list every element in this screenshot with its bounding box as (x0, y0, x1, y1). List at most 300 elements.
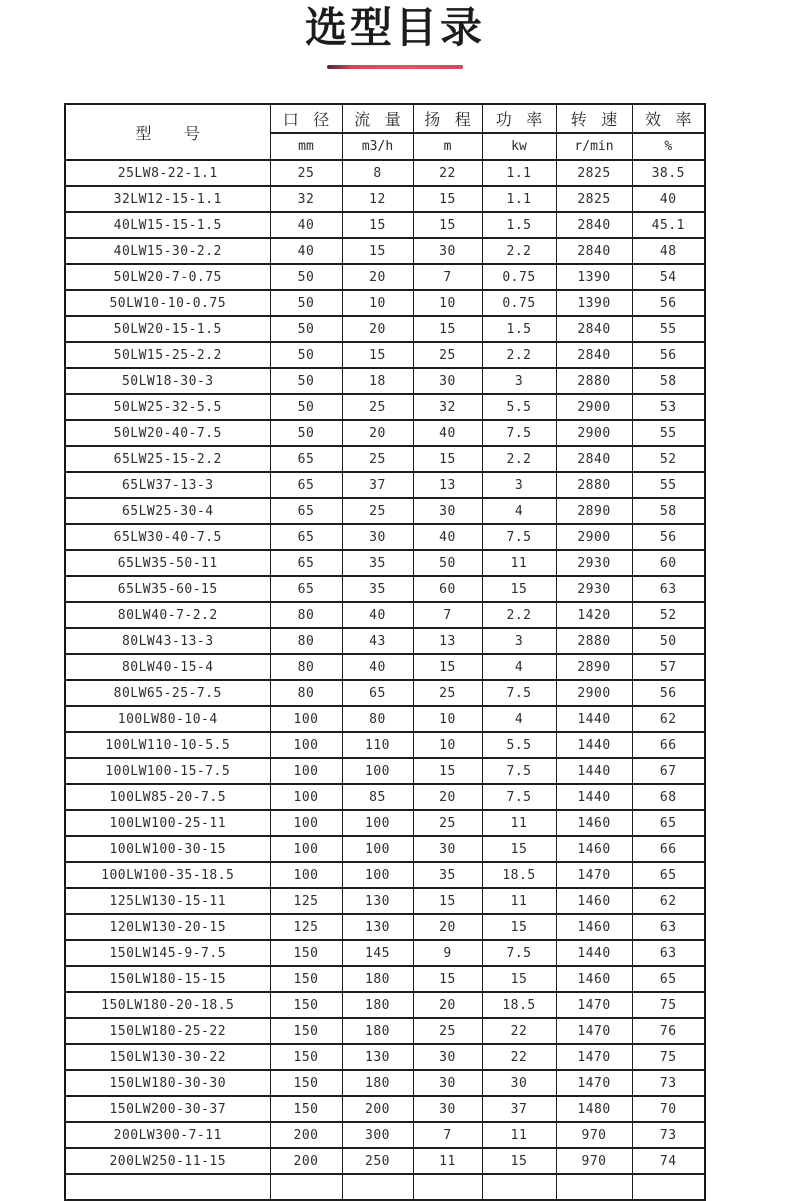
value-cell: 20 (413, 992, 482, 1018)
value-cell: 67 (632, 758, 705, 784)
value-cell: 56 (632, 290, 705, 316)
value-cell: 50 (270, 368, 342, 394)
value-cell: 22 (482, 1018, 556, 1044)
column-unit-diameter: mm (270, 133, 342, 160)
table-row (65, 316, 705, 342)
value-cell: 65 (632, 966, 705, 992)
value-cell: 11 (482, 888, 556, 914)
value-cell: 11 (413, 1148, 482, 1174)
value-cell: 1390 (556, 290, 632, 316)
value-cell: 65 (270, 498, 342, 524)
table-row (65, 654, 705, 680)
value-cell: 2840 (556, 446, 632, 472)
model-cell: 100LW100-35-18.5 (65, 862, 270, 888)
value-cell: 2930 (556, 550, 632, 576)
value-cell: 2930 (556, 576, 632, 602)
value-cell: 12 (342, 186, 413, 212)
model-cell: 200LW300-7-11 (65, 1122, 270, 1148)
value-cell: 15 (413, 212, 482, 238)
value-cell: 200 (342, 1096, 413, 1122)
value-cell: 63 (632, 576, 705, 602)
value-cell: 20 (342, 316, 413, 342)
model-cell: 100LW100-25-11 (65, 810, 270, 836)
value-cell: 68 (632, 784, 705, 810)
value-cell: 43 (342, 628, 413, 654)
value-cell: 30 (413, 368, 482, 394)
value-cell: 65 (270, 550, 342, 576)
table-row (65, 524, 705, 550)
value-cell: 1440 (556, 940, 632, 966)
value-cell: 125 (270, 888, 342, 914)
value-cell: 100 (270, 862, 342, 888)
column-header-speed: 转 速 (556, 104, 632, 133)
value-cell: 300 (342, 1122, 413, 1148)
value-cell: 15 (342, 212, 413, 238)
value-cell: 3 (482, 368, 556, 394)
value-cell: 35 (342, 550, 413, 576)
value-cell: 65 (342, 680, 413, 706)
value-cell: 2900 (556, 680, 632, 706)
model-cell: 150LW180-30-30 (65, 1070, 270, 1096)
table-row (65, 160, 705, 186)
table-row (65, 914, 705, 940)
model-cell: 50LW20-7-0.75 (65, 264, 270, 290)
model-cell (65, 1174, 270, 1200)
value-cell: 60 (632, 550, 705, 576)
model-cell: 65LW25-30-4 (65, 498, 270, 524)
value-cell: 25 (413, 810, 482, 836)
value-cell: 85 (342, 784, 413, 810)
value-cell: 50 (413, 550, 482, 576)
table-row (65, 1122, 705, 1148)
value-cell: 56 (632, 524, 705, 550)
column-header-efficiency: 效 率 (632, 104, 705, 133)
model-cell: 65LW35-60-15 (65, 576, 270, 602)
value-cell: 100 (342, 758, 413, 784)
value-cell: 2900 (556, 394, 632, 420)
column-header-power: 功 率 (482, 104, 556, 133)
value-cell: 25 (342, 394, 413, 420)
table-row (65, 576, 705, 602)
table-row (65, 368, 705, 394)
value-cell: 100 (342, 836, 413, 862)
table-row (65, 1096, 705, 1122)
value-cell: 40 (632, 186, 705, 212)
value-cell: 150 (270, 1070, 342, 1096)
value-cell: 54 (632, 264, 705, 290)
value-cell: 10 (342, 290, 413, 316)
value-cell: 100 (342, 862, 413, 888)
value-cell (632, 1174, 705, 1200)
value-cell: 2880 (556, 472, 632, 498)
table-clipped-row (65, 1174, 705, 1200)
title-underline (327, 65, 463, 69)
model-cell: 150LW180-20-18.5 (65, 992, 270, 1018)
value-cell: 15 (482, 1148, 556, 1174)
value-cell: 970 (556, 1122, 632, 1148)
value-cell: 130 (342, 1044, 413, 1070)
value-cell: 75 (632, 1044, 705, 1070)
value-cell: 20 (342, 264, 413, 290)
table-row (65, 966, 705, 992)
value-cell: 76 (632, 1018, 705, 1044)
value-cell: 30 (413, 498, 482, 524)
value-cell: 1440 (556, 758, 632, 784)
value-cell: 52 (632, 602, 705, 628)
table-row (65, 420, 705, 446)
value-cell: 80 (270, 628, 342, 654)
value-cell: 150 (270, 940, 342, 966)
value-cell: 7 (413, 602, 482, 628)
value-cell: 4 (482, 654, 556, 680)
model-cell: 32LW12-15-1.1 (65, 186, 270, 212)
value-cell: 11 (482, 1122, 556, 1148)
table-row (65, 940, 705, 966)
value-cell: 56 (632, 680, 705, 706)
table-body (65, 160, 705, 1174)
value-cell: 15 (413, 446, 482, 472)
table-row-partial (65, 1174, 705, 1200)
value-cell: 7.5 (482, 940, 556, 966)
value-cell: 40 (413, 524, 482, 550)
value-cell: 7 (413, 264, 482, 290)
model-cell: 65LW30-40-7.5 (65, 524, 270, 550)
value-cell: 130 (342, 888, 413, 914)
value-cell: 1440 (556, 784, 632, 810)
table-row (65, 550, 705, 576)
value-cell: 58 (632, 368, 705, 394)
value-cell: 66 (632, 732, 705, 758)
value-cell: 100 (270, 706, 342, 732)
value-cell: 50 (270, 394, 342, 420)
value-cell: 53 (632, 394, 705, 420)
value-cell: 40 (413, 420, 482, 446)
value-cell: 30 (413, 1070, 482, 1096)
model-cell: 200LW250-11-15 (65, 1148, 270, 1174)
value-cell: 52 (632, 446, 705, 472)
value-cell: 55 (632, 316, 705, 342)
value-cell: 15 (342, 342, 413, 368)
value-cell: 80 (342, 706, 413, 732)
value-cell: 48 (632, 238, 705, 264)
table-row (65, 186, 705, 212)
value-cell: 13 (413, 628, 482, 654)
value-cell: 30 (342, 524, 413, 550)
value-cell: 15 (482, 576, 556, 602)
column-header-head: 扬 程 (413, 104, 482, 133)
value-cell: 7 (413, 1122, 482, 1148)
column-unit-efficiency: % (632, 133, 705, 160)
value-cell: 63 (632, 940, 705, 966)
value-cell (482, 1174, 556, 1200)
value-cell: 63 (632, 914, 705, 940)
model-cell: 65LW37-13-3 (65, 472, 270, 498)
value-cell: 1470 (556, 1070, 632, 1096)
value-cell: 13 (413, 472, 482, 498)
value-cell: 2.2 (482, 238, 556, 264)
value-cell: 1470 (556, 992, 632, 1018)
value-cell: 58 (632, 498, 705, 524)
value-cell: 1440 (556, 706, 632, 732)
value-cell: 65 (270, 576, 342, 602)
model-cell: 100LW100-15-7.5 (65, 758, 270, 784)
table-row (65, 862, 705, 888)
value-cell: 2890 (556, 498, 632, 524)
table-row (65, 784, 705, 810)
value-cell: 15 (342, 238, 413, 264)
value-cell: 65 (270, 524, 342, 550)
value-cell: 10 (413, 706, 482, 732)
model-cell: 150LW145-9-7.5 (65, 940, 270, 966)
value-cell: 25 (342, 446, 413, 472)
value-cell (556, 1174, 632, 1200)
model-cell: 80LW40-7-2.2 (65, 602, 270, 628)
table-row (65, 888, 705, 914)
model-cell: 150LW130-30-22 (65, 1044, 270, 1070)
value-cell: 50 (270, 342, 342, 368)
value-cell: 1460 (556, 888, 632, 914)
value-cell: 180 (342, 966, 413, 992)
value-cell: 55 (632, 472, 705, 498)
value-cell: 7.5 (482, 420, 556, 446)
value-cell: 30 (413, 1044, 482, 1070)
value-cell: 25 (413, 680, 482, 706)
value-cell: 50 (270, 420, 342, 446)
value-cell: 8 (342, 160, 413, 186)
table-row (65, 706, 705, 732)
value-cell: 200 (270, 1148, 342, 1174)
value-cell: 50 (270, 264, 342, 290)
value-cell: 40 (342, 654, 413, 680)
value-cell: 150 (270, 1018, 342, 1044)
value-cell: 130 (342, 914, 413, 940)
value-cell: 3 (482, 472, 556, 498)
column-unit-flow: m3/h (342, 133, 413, 160)
value-cell: 15 (413, 758, 482, 784)
value-cell: 15 (413, 186, 482, 212)
model-cell: 40LW15-30-2.2 (65, 238, 270, 264)
model-cell: 120LW130-20-15 (65, 914, 270, 940)
value-cell: 0.75 (482, 290, 556, 316)
model-cell: 65LW25-15-2.2 (65, 446, 270, 472)
value-cell: 15 (413, 966, 482, 992)
value-cell: 25 (413, 1018, 482, 1044)
value-cell: 2900 (556, 420, 632, 446)
value-cell: 73 (632, 1122, 705, 1148)
value-cell: 2900 (556, 524, 632, 550)
value-cell: 1460 (556, 836, 632, 862)
table-row (65, 1148, 705, 1174)
value-cell: 11 (482, 810, 556, 836)
value-cell: 2.2 (482, 602, 556, 628)
value-cell: 110 (342, 732, 413, 758)
value-cell: 1.1 (482, 160, 556, 186)
table-row (65, 992, 705, 1018)
value-cell: 73 (632, 1070, 705, 1096)
value-cell: 80 (270, 602, 342, 628)
value-cell: 1470 (556, 1044, 632, 1070)
value-cell: 15 (413, 654, 482, 680)
value-cell: 30 (413, 836, 482, 862)
model-cell: 100LW100-30-15 (65, 836, 270, 862)
value-cell: 15 (413, 888, 482, 914)
value-cell: 2825 (556, 160, 632, 186)
value-cell: 80 (270, 654, 342, 680)
table-row (65, 394, 705, 420)
value-cell: 60 (413, 576, 482, 602)
value-cell: 40 (270, 212, 342, 238)
value-cell: 40 (342, 602, 413, 628)
table-row (65, 602, 705, 628)
model-cell: 150LW200-30-37 (65, 1096, 270, 1122)
table-header (65, 104, 705, 160)
table-row (65, 472, 705, 498)
value-cell: 150 (270, 1096, 342, 1122)
value-cell: 25 (413, 342, 482, 368)
value-cell: 22 (482, 1044, 556, 1070)
value-cell: 150 (270, 966, 342, 992)
value-cell: 30 (413, 238, 482, 264)
table-row (65, 1044, 705, 1070)
value-cell: 100 (270, 758, 342, 784)
value-cell: 4 (482, 498, 556, 524)
model-cell: 50LW25-32-5.5 (65, 394, 270, 420)
table-row (65, 680, 705, 706)
table-row (65, 264, 705, 290)
value-cell: 37 (482, 1096, 556, 1122)
value-cell (270, 1174, 342, 1200)
value-cell: 38.5 (632, 160, 705, 186)
value-cell: 30 (482, 1070, 556, 1096)
value-cell: 55 (632, 420, 705, 446)
value-cell: 1480 (556, 1096, 632, 1122)
column-unit-speed: r/min (556, 133, 632, 160)
value-cell: 7.5 (482, 784, 556, 810)
value-cell: 18 (342, 368, 413, 394)
value-cell: 65 (270, 446, 342, 472)
value-cell: 22 (413, 160, 482, 186)
column-unit-power: kw (482, 133, 556, 160)
value-cell: 18.5 (482, 992, 556, 1018)
value-cell: 80 (270, 680, 342, 706)
value-cell: 100 (342, 810, 413, 836)
value-cell: 37 (342, 472, 413, 498)
value-cell: 20 (413, 784, 482, 810)
table-row (65, 212, 705, 238)
value-cell: 4 (482, 706, 556, 732)
value-cell: 180 (342, 1070, 413, 1096)
model-cell: 50LW10-10-0.75 (65, 290, 270, 316)
value-cell: 18.5 (482, 862, 556, 888)
value-cell: 50 (270, 316, 342, 342)
column-header-flow: 流 量 (342, 104, 413, 133)
value-cell: 15 (413, 316, 482, 342)
table-row (65, 732, 705, 758)
value-cell: 35 (413, 862, 482, 888)
model-cell: 125LW130-15-11 (65, 888, 270, 914)
value-cell: 2880 (556, 368, 632, 394)
model-cell: 150LW180-15-15 (65, 966, 270, 992)
table-row (65, 446, 705, 472)
value-cell: 74 (632, 1148, 705, 1174)
value-cell: 125 (270, 914, 342, 940)
column-header-diameter: 口 径 (270, 104, 342, 133)
selection-table (64, 103, 706, 1201)
model-cell: 40LW15-15-1.5 (65, 212, 270, 238)
value-cell: 62 (632, 888, 705, 914)
value-cell: 1460 (556, 966, 632, 992)
value-cell: 9 (413, 940, 482, 966)
column-header-model: 型 号 (65, 104, 270, 160)
model-cell: 100LW110-10-5.5 (65, 732, 270, 758)
value-cell: 15 (482, 966, 556, 992)
value-cell: 1460 (556, 914, 632, 940)
value-cell: 200 (270, 1122, 342, 1148)
value-cell: 70 (632, 1096, 705, 1122)
value-cell: 2840 (556, 238, 632, 264)
value-cell: 2825 (556, 186, 632, 212)
value-cell (413, 1174, 482, 1200)
model-cell: 50LW20-40-7.5 (65, 420, 270, 446)
value-cell: 145 (342, 940, 413, 966)
value-cell: 57 (632, 654, 705, 680)
value-cell (342, 1174, 413, 1200)
value-cell: 0.75 (482, 264, 556, 290)
value-cell: 2840 (556, 212, 632, 238)
value-cell: 1.1 (482, 186, 556, 212)
value-cell: 1390 (556, 264, 632, 290)
value-cell: 32 (270, 186, 342, 212)
value-cell: 5.5 (482, 394, 556, 420)
model-cell: 100LW80-10-4 (65, 706, 270, 732)
value-cell: 35 (342, 576, 413, 602)
model-cell: 65LW35-50-11 (65, 550, 270, 576)
value-cell: 20 (413, 914, 482, 940)
model-cell: 50LW15-25-2.2 (65, 342, 270, 368)
value-cell: 1.5 (482, 316, 556, 342)
model-cell: 80LW65-25-7.5 (65, 680, 270, 706)
value-cell: 100 (270, 732, 342, 758)
value-cell: 15 (482, 914, 556, 940)
value-cell: 65 (270, 472, 342, 498)
value-cell: 50 (632, 628, 705, 654)
value-cell: 2.2 (482, 446, 556, 472)
value-cell: 75 (632, 992, 705, 1018)
value-cell: 150 (270, 992, 342, 1018)
table-row (65, 342, 705, 368)
value-cell: 15 (482, 836, 556, 862)
value-cell: 65 (632, 810, 705, 836)
value-cell: 970 (556, 1148, 632, 1174)
table-row (65, 1070, 705, 1096)
table-row (65, 238, 705, 264)
model-cell: 50LW20-15-1.5 (65, 316, 270, 342)
table-row (65, 1018, 705, 1044)
value-cell: 2890 (556, 654, 632, 680)
page-title: 选型目录 (304, 4, 485, 51)
model-cell: 80LW40-15-4 (65, 654, 270, 680)
value-cell: 5.5 (482, 732, 556, 758)
value-cell: 1420 (556, 602, 632, 628)
value-cell: 10 (413, 290, 482, 316)
value-cell: 25 (342, 498, 413, 524)
value-cell: 1460 (556, 810, 632, 836)
value-cell: 150 (270, 1044, 342, 1070)
value-cell: 2840 (556, 342, 632, 368)
value-cell: 100 (270, 810, 342, 836)
model-cell: 25LW8-22-1.1 (65, 160, 270, 186)
value-cell: 1470 (556, 1018, 632, 1044)
